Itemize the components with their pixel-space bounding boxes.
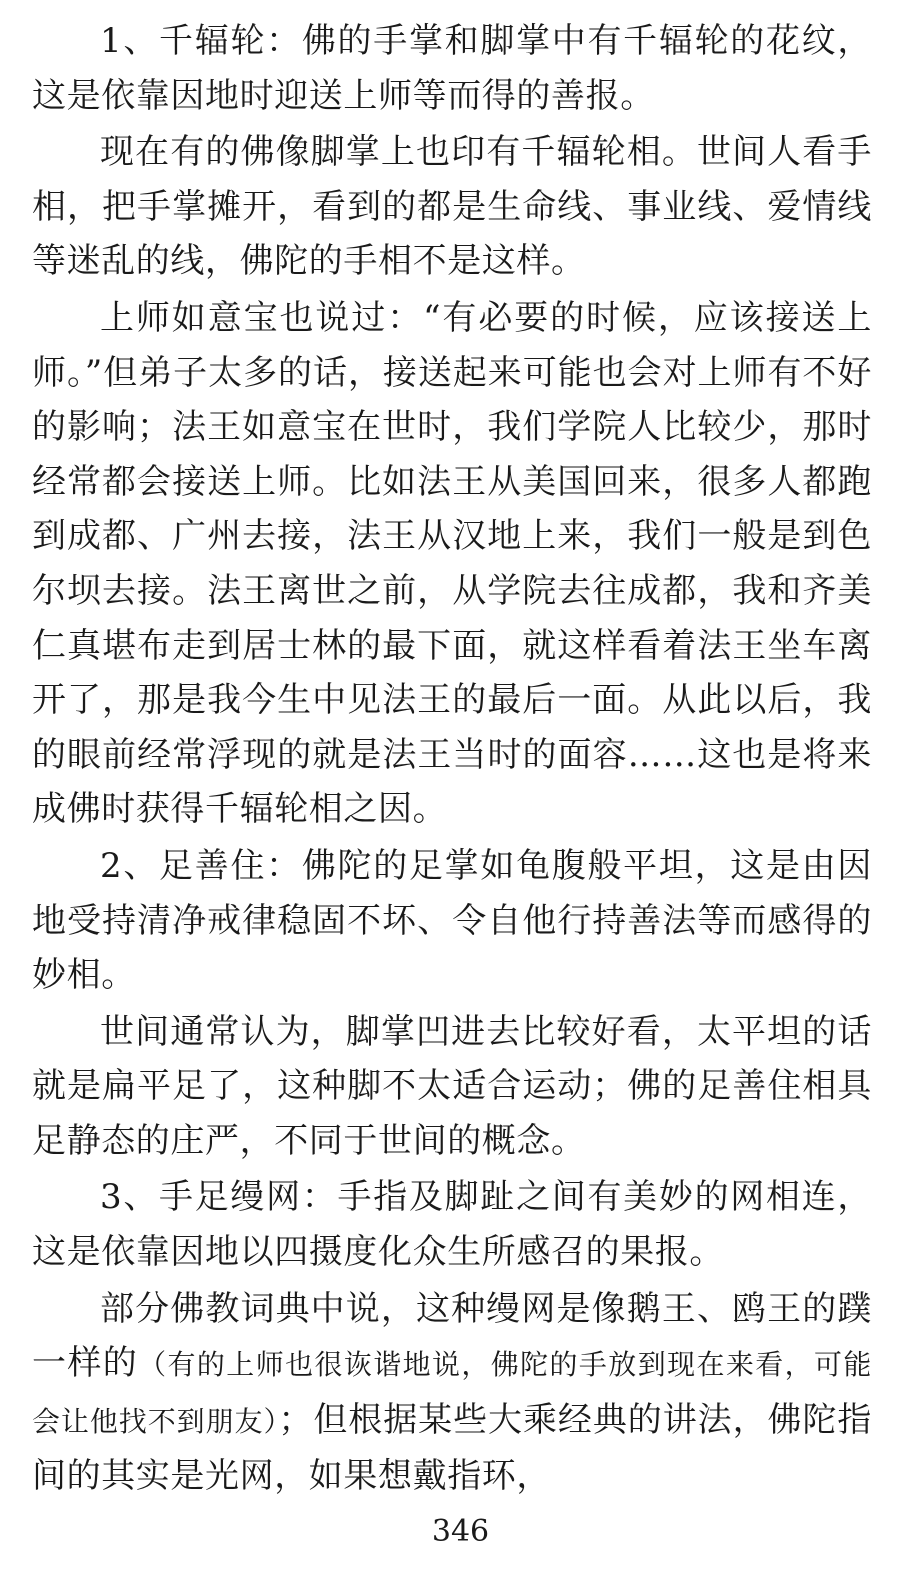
parenthetical-note: （有的上师也很诙谐地说，佛陀的手放到现在来看，可能会让他找不到朋友） — [32, 1348, 872, 1438]
paragraph-escorting-teacher: 上师如意宝也说过：“有必要的时候，应该接送上师。”但弟子太多的话，接送起来可能也会对上师有不好的影响；法王如意宝在世时，我们学院人比较少，那时经常都会接送上师。比如法王从美国回来，很多人都跑到成都、广州去接，法王从汉地上来，我们一般是到色尔坝去接。法王离世之前，从学院去往成都，我和齐美仁真堪布走到居士林的最下面，就这样看着法王坐车离开了，那是我今生中见法王的最后一面。从此以后，我的眼前经常浮现的就是法王当时的面容……这也是将来成佛时获得千辐轮相之因。 — [32, 297, 872, 830]
page-number: 346 — [431, 1514, 490, 1549]
paragraph-text-before-note: 部分佛教词典中说，这种缦网是像鹅王、鸥王的蹼一样的 — [32, 1288, 872, 1384]
paragraph-well-set-feet: 2、足善住：佛陀的足掌如龟腹般平坦，这是由因地受持清净戒律稳固不坏、令自他行持善法等而感得的妙相。 — [32, 845, 872, 996]
paragraph-thousand-spoke-wheel: 1、千辐轮：佛的手掌和脚掌中有千辐轮的花纹，这是依靠因地时迎送上师等而得的善报。 — [32, 21, 872, 116]
paragraph-buddha-statue-palm: 现在有的佛像脚掌上也印有千辐轮相。世间人看手相，把手掌摊开，看到的都是生命线、事业线、爱情线等迷乱的线，佛陀的手相不是这样。 — [32, 132, 872, 282]
page-body — [32, 14, 872, 1506]
paragraph-text-after-note: ；但根据某些大乘经典的讲法，佛陀指间的其实是光网，如果想戴指环， — [32, 1399, 872, 1497]
paragraph-webbing-explanation — [32, 1282, 872, 1504]
paragraph-webbed-hands-feet: 3、手足缦网：手指及脚趾之间有美妙的网相连，这是依靠因地以四摄度化众生所感召的果报。 — [32, 1177, 872, 1273]
paragraph-flat-feet-worldly-view: 世间通常认为，脚掌凹进去比较好看，太平坦的话就是扁平足了，这种脚不太适合运动；佛的足善住相具足静态的庄严，不同于世间的概念。 — [32, 1011, 872, 1161]
